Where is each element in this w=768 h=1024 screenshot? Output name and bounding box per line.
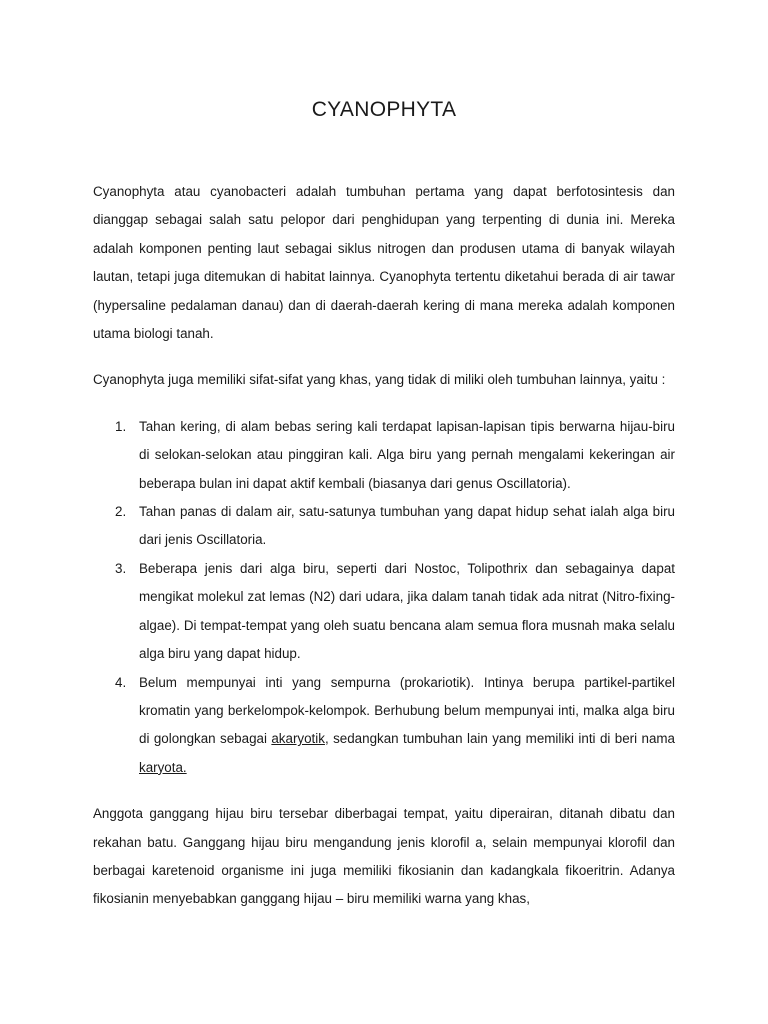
akaryotik-link[interactable]: akaryotik: [271, 731, 325, 747]
traits-list: [93, 413, 675, 782]
list-item: [93, 669, 675, 783]
karyota-link[interactable]: karyota.: [139, 759, 187, 775]
list-item-text-b: , sedangkan tumbuhan lain yang memiliki inti di beri nama: [324, 731, 675, 747]
page-title: CYANOPHYTA: [311, 98, 457, 121]
list-item-number: 3.: [115, 560, 127, 576]
closing-paragraph: Anggota ganggang hijau biru tersebar diberbagai tempat, yaitu diperairan, ditanah dibatu dan rekahan batu. Ganggang hijau biru mengandung jenis klorofil a, selain mempunyai klorofil dan berbagai karetenoid organisme ini juga memiliki fikosianin dan kadangkala fikoeritrin. Adanya fikosianin menyebabkan ganggang hijau – biru memiliki warna yang khas,: [93, 806, 675, 907]
lead-paragraph: Cyanophyta juga memiliki sifat-sifat yang khas, yang tidak di miliki oleh tumbuhan lainnya, yaitu :: [93, 372, 666, 388]
list-item-number: 2.: [115, 504, 127, 520]
list-item-number: 1.: [115, 418, 127, 434]
intro-paragraph: Cyanophyta atau cyanobacteri adalah tumbuhan pertama yang dapat berfotosintesis dan dianggap sebagai salah satu pelopor dari penghidupan yang terpenting di dunia ini. Mereka adalah komponen penting laut sebagai siklus nitrogen dan produsen utama di banyak wilayah lautan, tetapi juga ditemukan di habitat lainnya. Cyanophyta tertentu diketahui berada di air tawar (hypersaline pedalaman danau) dan di daerah-daerah kering di mana mereka adalah komponen utama biologi tanah.: [93, 184, 675, 342]
list-item-text: Tahan panas di dalam air, satu-satunya tumbuhan yang dapat hidup sehat ialah alga biru dari jenis Oscillatoria.: [139, 504, 675, 548]
list-item-text: Beberapa jenis dari alga biru, seperti dari Nostoc, Tolipothrix dan sebagainya dapat mengikat molekul zat lemas (N2) dari udara, jika dalam tanah tidak ada nitrat (Nitro-fixing-algae). Di tempat-tempat yang oleh suatu bencana alam semua flora musnah maka selalu alga biru yang dapat hidup.: [139, 560, 675, 662]
list-item: [93, 555, 675, 669]
list-item: [93, 413, 675, 498]
list-item-text: Tahan kering, di alam bebas sering kali terdapat lapisan-lapisan tipis berwarna hijau-biru di selokan-selokan atau pinggiran kali. Alga biru yang pernah mengalami kekeringan air beberapa bulan ini dapat aktif kembali (biasanya dari genus Oscillatoria).: [139, 418, 675, 491]
list-item-text-a: Belum mempunyai inti yang sempurna (prokariotik). Intinya berupa partikel-partikel kromatin yang berkelompok-kelompok. Berhubung belum mempunyai inti, malka alga biru di golongkan sebagai: [139, 674, 675, 747]
list-item: [93, 498, 675, 555]
list-item-number: 4.: [115, 674, 127, 690]
